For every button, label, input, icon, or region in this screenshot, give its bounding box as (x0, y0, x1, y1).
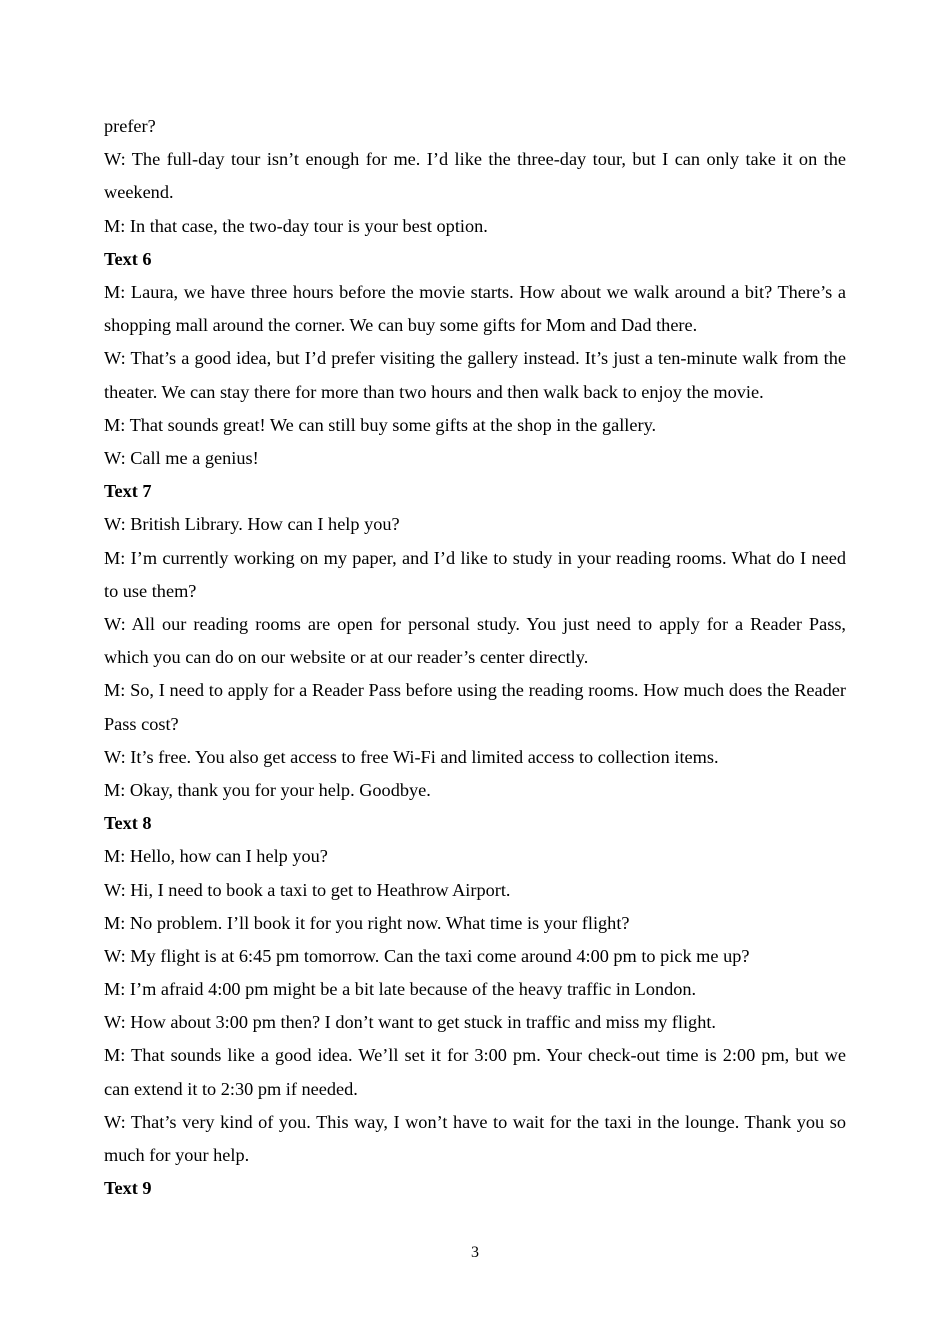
dialogue-line: W: My flight is at 6:45 pm tomorrow. Can the taxi come around 4:00 pm to pick me up? (104, 945, 750, 966)
dialogue-line: M: That sounds like a good idea. We’ll set it for 3:00 pm. Your check-out time is 2:00 pm, but we can extend it to 2:30 pm if needed. (104, 1045, 846, 1099)
dialogue-line: M: Okay, thank you for your help. Goodbye. (104, 779, 431, 800)
dialogue-line: W: Call me a genius! (104, 447, 259, 468)
dialogue-line: W: That’s a good idea, but I’d prefer visiting the gallery instead. It’s just a ten-minute walk from the theater. We can stay there for more than two hours and then walk back to enjoy the movie. (104, 348, 846, 402)
dialogue-line: W: How about 3:00 pm then? I don’t want to get stuck in traffic and miss my flight. (104, 1012, 716, 1033)
dialogue-line: W: It’s free. You also get access to free Wi-Fi and limited access to collection items. (104, 746, 719, 767)
dialogue-line: M: So, I need to apply for a Reader Pass before using the reading rooms. How much does the Reader Pass cost? (104, 680, 846, 734)
dialogue-line: W: That’s very kind of you. This way, I won’t have to wait for the taxi in the lounge. Thank you so much for your help. (104, 1111, 846, 1166)
dialogue-line: M: I’m currently working on my paper, and I’d like to study in your reading rooms. What do I need to use them? (104, 547, 846, 601)
document-page (104, 110, 846, 1205)
dialogue-line: M: In that case, the two-day tour is your best option. (104, 215, 488, 236)
dialogue-line: W: Hi, I need to book a taxi to get to Heathrow Airport. (104, 879, 511, 900)
section-heading-text-8: Text 8 (104, 813, 152, 834)
section-heading-text-9: Text 9 (104, 1178, 152, 1199)
section-heading-text-7: Text 7 (104, 481, 152, 502)
dialogue-line: W: All our reading rooms are open for personal study. You just need to apply for a Reader Pass, which you can do on our website or at our reader’s center directly. (104, 613, 846, 668)
dialogue-line: W: British Library. How can I help you? (104, 514, 400, 535)
dialogue-line: M: That sounds great! We can still buy some gifts at the shop in the gallery. (104, 414, 657, 435)
dialogue-line: M: I’m afraid 4:00 pm might be a bit late because of the heavy traffic in London. (104, 979, 697, 1000)
dialogue-line: M: Laura, we have three hours before the movie starts. How about we walk around a bit? There’s a shopping mall around the corner. We can buy some gifts for Mom and Dad there. (104, 281, 846, 336)
dialogue-line: M: Hello, how can I help you? (104, 846, 328, 867)
page-number: 3 (471, 1244, 479, 1261)
dialogue-line: M: No problem. I’ll book it for you right now. What time is your flight? (104, 912, 630, 933)
dialogue-line: prefer? (104, 116, 156, 136)
dialogue-line: W: The full-day tour isn’t enough for me. I’d like the three-day tour, but I can only take it on the weekend. (104, 149, 846, 203)
section-heading-text-6: Text 6 (104, 248, 152, 269)
